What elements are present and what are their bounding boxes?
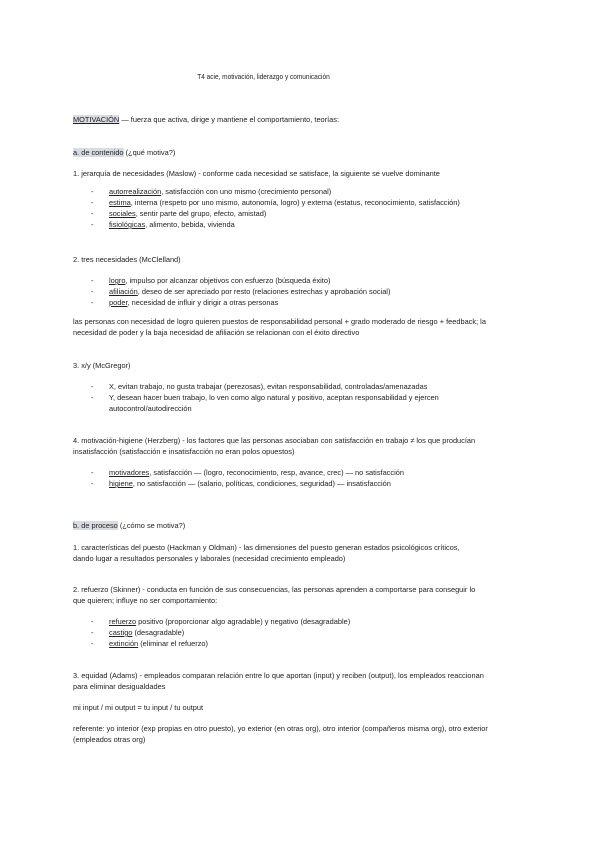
desc: , satisfacción — (logro, reconocimiento, resp, avance, crec) — no satisfacción [149,468,404,477]
term: autorrealización [109,187,162,196]
mcclelland-heading: 2. tres necesidades (McClelland) [73,255,181,264]
desc: , necesidad de influir y dirigir a otras personas [127,298,279,307]
section-a-heading [73,148,175,158]
list-item: - [91,198,94,207]
list-item: Y, desean hacer buen trabajo, lo ven como algo natural y positivo, aceptan responsabilidad y ejercen [109,393,439,402]
desc: , alimento, bebida, vivienda [145,220,235,229]
list-item [109,209,266,219]
section-b-heading [73,521,185,531]
motivacion-term: MOTIVACIÓN [73,115,120,124]
list-item: - [91,287,94,296]
term: poder [109,298,128,307]
list-item: autocontrol/autodirección [109,404,192,413]
list-item [109,479,391,489]
list-item: - [91,209,94,218]
list-item: - [91,220,94,229]
term: higiene [109,479,133,488]
adams-referente: (empleados otras org) [73,735,146,744]
list-item [109,628,184,638]
list-item [109,298,278,308]
section-b-question: (¿cómo se motiva?) [117,521,186,530]
list-item: - [91,393,94,402]
mcgregor-heading: 3. x/y (McGregor) [73,361,131,370]
term: estima [109,198,131,207]
herzberg-heading: 4. motivación-higiene (Herzberg) - los factores que las personas asociaban con satisfacción en trabajo ≠ los que producían [73,436,476,445]
adams-referente: referente: yo interior (exp propias en otro puesto), yo exterior (en otras org), otro interior (compañeros misma org), otro exterior [73,724,488,733]
mcclelland-note: necesidad de poder y la baja necesidad de afiliación se relacionan con el éxito directivo [73,328,360,337]
section-a-question: (¿qué motiva?) [123,148,176,157]
equity-formula: mi input / mi output = tu input / tu output [73,703,204,712]
list-item [109,287,390,297]
list-item [109,468,404,478]
desc: , interna (respeto por uno mismo, autonomía, logro) y externa (estatus, reconocimiento, satisfacción) [130,198,460,207]
herzberg-heading: insatisfacción (satisfacción e insatisfacción no eran polos opuestos) [73,447,295,456]
desc: (desagradable) [132,628,185,637]
desc: , deseo de ser apreciado por resto (relaciones estrechas y aprobación social) [137,287,391,296]
term: refuerzo [109,617,137,626]
intro-line [73,115,339,125]
list-item: - [91,468,94,477]
list-item [109,198,460,208]
desc: positivo (proporcionar algo agradable) y negativo (desagradable) [136,617,351,626]
term: motivadores [109,468,150,477]
desc: , sentir parte del grupo, efecto, amistad) [135,209,267,218]
list-item [109,276,330,286]
document-title: T4 acie, motivación, liderazgo y comunicación [197,72,330,81]
section-a-label: a. de contenido [73,148,124,157]
maslow-heading: 1. jerarquía de necesidades (Maslow) - conforme cada necesidad se satisface, la siguiente se vuelve dominante [73,169,440,178]
section-b-label: b. de proceso [73,521,118,530]
hackman-text: 1. características del puesto (Hackman y Oldman) - las dimensiones del puesto generan estados psicológicos críticos, [73,543,460,552]
list-item: - [91,479,94,488]
list-item: - [91,298,94,307]
desc: , no satisfacción — (salario, políticas, condiciones, seguridad) — insatisfacción [132,479,391,488]
term: sociales [109,209,136,218]
list-item [109,220,235,230]
mcclelland-note: las personas con necesidad de logro quieren puestos de responsabilidad personal + grado moderado de riesgo + feedback; la [73,317,486,326]
term: fisiológicas [109,220,146,229]
hackman-text: dando lugar a resultados personales y laborales (necesidad crecimiento empleado) [73,554,346,563]
term: logro [109,276,126,285]
desc: (eliminar el refuerzo) [138,639,208,648]
term: extinción [109,639,139,648]
desc: , satisfacción con uno mismo (crecimiento personal) [161,187,332,196]
list-item [109,187,331,197]
adams-text: 3. equidad (Adams) - empleados comparan relación entre lo que aportan (input) y reciben (output), los empleados reaccionan [73,671,484,680]
list-item: X, evitan trabajo, no gusta trabajar (perezosas), evitan responsabilidad, controladas/amenazadas [109,382,428,391]
desc: , impulso por alcanzar objetivos con esfuerzo (búsqueda éxito) [125,276,331,285]
list-item [109,639,208,649]
list-item: - [91,276,94,285]
adams-text: para eliminar desigualdades [73,682,166,691]
term: afiliación [109,287,138,296]
list-item: - [91,639,94,648]
motivacion-definition: — fuerza que activa, dirige y mantiene el comportamiento, teorías: [119,115,340,124]
term: castigo [109,628,133,637]
list-item: - [91,628,94,637]
list-item: - [91,382,94,391]
skinner-text: 2. refuerzo (Skinner) - conducta en función de sus consecuencias, las personas aprenden a comportarse para conseguir lo [73,585,476,594]
list-item: - [91,187,94,196]
list-item [109,617,350,627]
list-item: - [91,617,94,626]
skinner-text: que quieren; influye no ser comportamiento: [73,596,218,605]
